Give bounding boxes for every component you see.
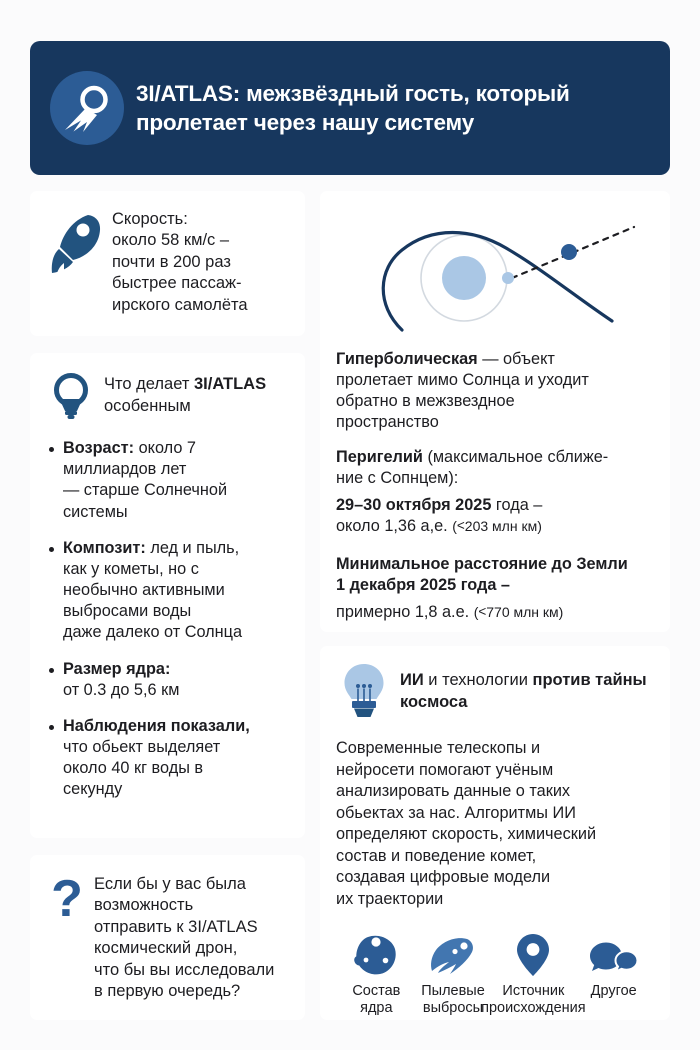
bullet-line: что обьект выделяет: [63, 738, 221, 757]
ai-body-line-3: анализировать данные о таких: [336, 782, 571, 800]
bullet-line: — старше Солнечной: [63, 481, 228, 500]
hyperbolic-lead: Гиперболическая: [336, 350, 478, 368]
poll-option-dust[interactable]: [415, 932, 492, 1017]
question-line-5: что бы вы исследовали: [94, 960, 275, 979]
what-head-line-1: Что делает: [104, 375, 190, 393]
header-banner: [30, 41, 670, 175]
what-head-text: [104, 369, 291, 418]
ai-head-rest: и технологии: [423, 671, 528, 689]
question-mark-glyph: ?: [51, 870, 83, 928]
hyperbolic-line-2: пролетает мимо Солнца и уходит: [336, 370, 589, 389]
poll-option-caption: [421, 983, 485, 1017]
special-bullet-list: [46, 438, 291, 801]
caption-line: Источник: [502, 983, 565, 999]
speed-line-1: около 58 км/с –: [112, 231, 230, 250]
caption-line: Другое: [590, 983, 637, 999]
comet-icon: [429, 932, 477, 978]
poll-option-asteroid[interactable]: [338, 932, 415, 1017]
bullet-lead: Композит:: [63, 538, 146, 557]
bullet-line: лед и пыль,: [150, 538, 240, 557]
comet-icon: [50, 71, 124, 145]
perihelion-distance: около 1,36 а,е.: [336, 517, 448, 536]
min-distance-title: Минимальное расстояние до Земли: [336, 554, 628, 573]
list-item: [46, 538, 291, 644]
speech-bubbles-icon: [590, 932, 638, 978]
question-line-3: отправить к 3I/ATLAS: [94, 917, 258, 936]
question-line-6: в первую очередь?: [94, 982, 241, 1001]
perihelion-date: 29–30 октября 2025: [336, 496, 492, 515]
object-marker: [561, 244, 577, 260]
poll-option-caption: [591, 983, 637, 1000]
perihelion-lead: Перигелий: [336, 448, 423, 467]
ai-head-line-2: против тайны космоса: [400, 671, 647, 711]
caption-line: ядра: [360, 1000, 393, 1017]
ai-head-bold: ИИ: [400, 671, 424, 689]
bullet-line: даже далеко от Солнца: [63, 623, 243, 642]
hyperbolic-trajectory-diagram: [336, 205, 654, 333]
caption-line: Пылевые: [421, 983, 485, 999]
ai-body-line-4: обьектах за нас. Алгоритмы ИИ: [336, 803, 576, 822]
bullet-line: около 7: [138, 439, 196, 457]
question-line-1: Если бы у вас была: [94, 875, 246, 893]
perihelion-block: Перигелий (максимальное сближе- ние с Сопнцем): 29–30 октября 2025 года – около 1,36 а,е. (<203 млн км): [336, 447, 654, 536]
caption-line: выбросы: [422, 1000, 484, 1017]
what-head-bold: 3I/ATLAS: [193, 375, 267, 393]
title-line-1: 3I/ATLAS: межзвёздный гость,: [136, 80, 470, 106]
question-mark-icon: [44, 870, 90, 937]
ai-head-text: [400, 660, 654, 714]
speed-line-3: быстрее пассаж-: [112, 274, 242, 293]
bullet-line: от 0.3 до 5,6 км: [63, 680, 180, 699]
what-head-rest: особенным: [104, 397, 191, 416]
ai-body-line-5: определяют скорость, химический: [336, 825, 597, 843]
hyperbolic-line-3: обратно в межзвездное: [336, 391, 515, 410]
page-title: [136, 79, 652, 138]
lightbulb-icon: [336, 660, 392, 722]
less-than-sign: <: [478, 603, 487, 619]
title-line-3: нашу систему: [321, 110, 475, 135]
ai-body-line-7: создавая цифровые модели: [336, 868, 551, 886]
hyperbolic-description: [336, 349, 654, 432]
poll-options-row: [336, 932, 654, 1017]
ai-body-line-2: нейросети помогают учёным: [336, 760, 554, 779]
question-line-2: возможность: [94, 896, 194, 915]
ai-body-line-6: состав и поведение комет,: [336, 846, 537, 865]
lightbulb-outline-icon: [46, 370, 96, 422]
hyperbolic-path: [383, 233, 612, 331]
speed-text-block: [112, 207, 248, 316]
speed-line-4: ирского самолёта: [112, 295, 248, 314]
rocket-icon: [44, 209, 106, 283]
ai-body-line-1: Современные телескопы и: [336, 739, 541, 757]
min-distance-block: Минимальное расстояние до Земли 1 декабря 2025 года – примерно 1,8 а.е. (<770 млн км): [336, 554, 628, 621]
perihelion-distance-km: 203 млн км: [464, 518, 538, 535]
bullet-line: необычно активными: [63, 581, 225, 600]
asteroid-icon: [354, 932, 398, 978]
ai-body-text: [336, 738, 654, 910]
min-distance-date: 1 декабря 2025 года –: [336, 575, 510, 594]
planet-marker: [502, 272, 514, 284]
poll-option-origin[interactable]: [481, 932, 586, 1017]
perihelion-date-rest: года –: [491, 496, 543, 515]
perihelion-line-2: ние с Сопнцем):: [336, 469, 459, 488]
list-item: [46, 438, 291, 523]
list-item: [46, 659, 291, 701]
title-line-2: который пролетает через: [136, 80, 570, 135]
sun-disc: [442, 256, 486, 300]
less-than-sign: <: [456, 518, 465, 534]
speed-line-2: почти в 200 раз: [112, 252, 231, 271]
bullet-lead: Наблюдения показали,: [63, 716, 250, 735]
speed-card: [30, 191, 305, 336]
bullet-lead: Размер ядра:: [63, 659, 171, 678]
bullet-line: системы: [63, 502, 128, 521]
ai-body-line-8: их траектории: [336, 889, 444, 908]
question-card: [30, 855, 305, 1020]
hyperbolic-line-4: пространство: [336, 412, 439, 431]
bullet-line: как у кометы, но с: [63, 559, 199, 578]
what-makes-special-card: [30, 353, 305, 838]
question-line-4: космический дрон,: [94, 939, 238, 958]
poll-option-caption: [481, 983, 586, 1017]
caption-line: происхождения: [481, 1000, 586, 1017]
speed-title: Скорость:: [112, 210, 188, 228]
bullet-line: выбросами воды: [63, 602, 192, 621]
perihelion-rest: (максимальное сближе-: [422, 448, 609, 467]
question-text-block: [94, 871, 274, 1003]
bullet-line: около 40 кг воды в: [63, 759, 204, 778]
min-distance-value: примерно 1,8 а.е.: [336, 602, 470, 621]
ai-card: [320, 646, 670, 1020]
orbit-card: [320, 191, 670, 632]
poll-option-other[interactable]: [575, 932, 652, 1000]
min-distance-km: 770 млн км: [486, 603, 559, 620]
bullet-lead: Возраст:: [63, 439, 135, 457]
list-item: [46, 716, 291, 801]
hyperbolic-line-1: — объект: [477, 350, 555, 368]
bullet-line: секунду: [63, 780, 123, 799]
caption-line: Состав: [352, 983, 401, 999]
location-pin-icon: [516, 932, 550, 978]
bullet-line: миллиардов лет: [63, 460, 187, 479]
poll-option-caption: [352, 983, 400, 1017]
